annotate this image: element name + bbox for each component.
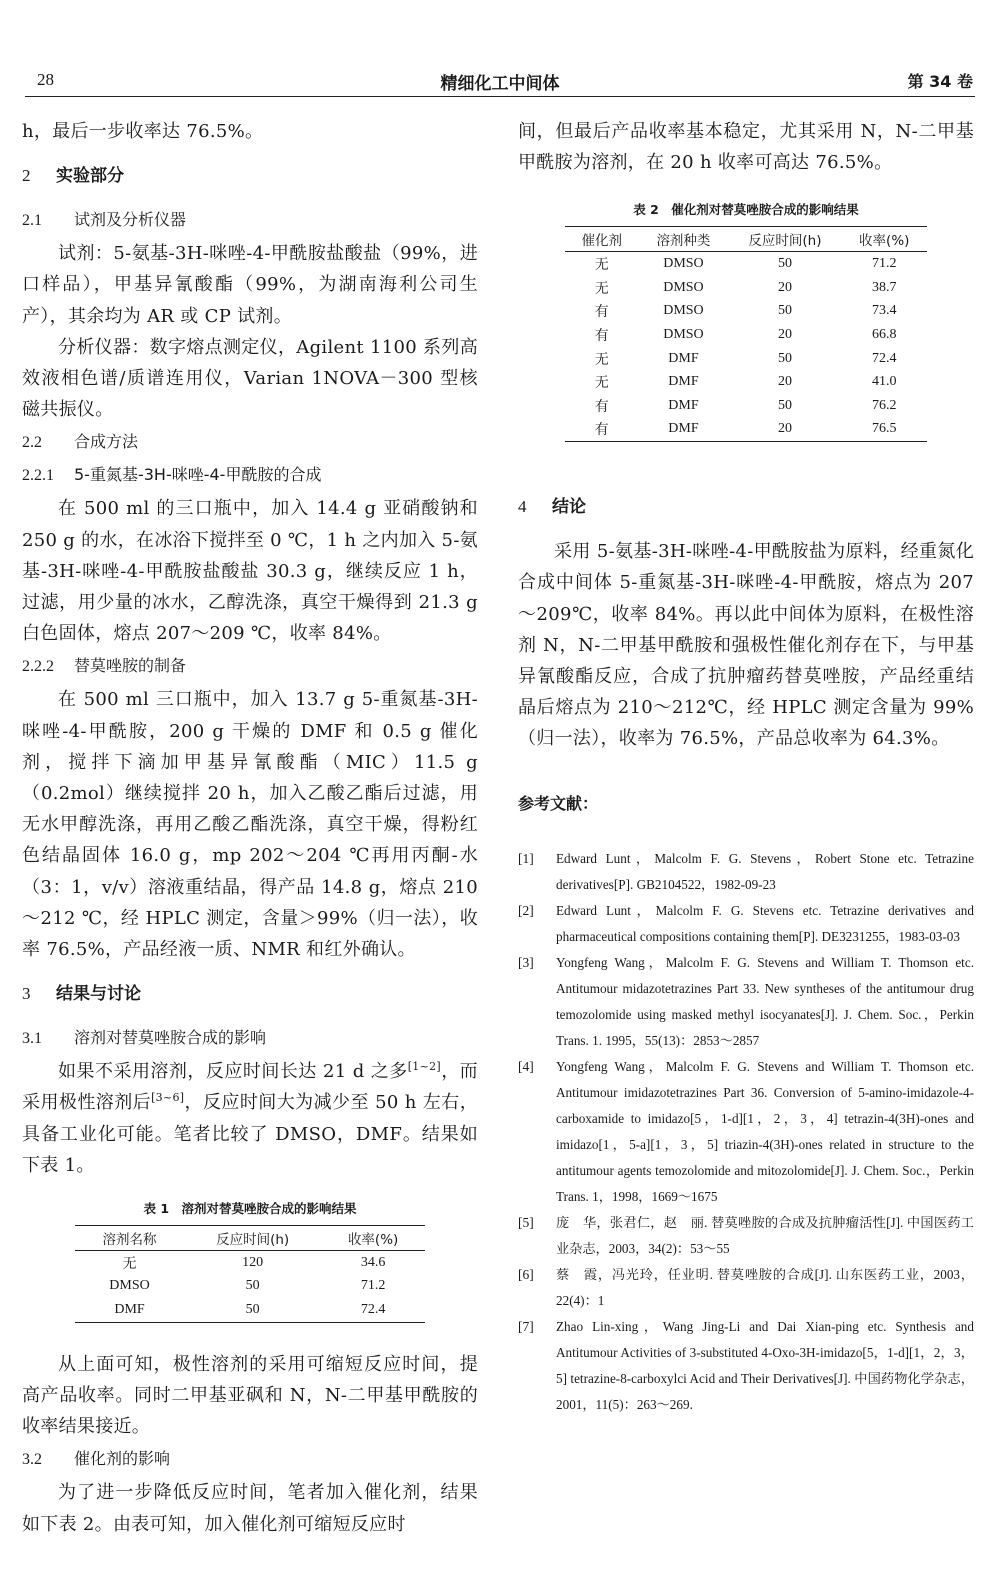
table-cell: DMSO bbox=[663, 279, 704, 295]
table-1-body bbox=[75, 1251, 425, 1323]
table-cell: 66.8 bbox=[871, 326, 897, 342]
table-cell: 有 bbox=[565, 418, 639, 442]
table-header-cell: 收率(%) bbox=[321, 1226, 425, 1251]
volume-label: 第 34 卷 bbox=[907, 72, 973, 91]
table-cell: 72.4 bbox=[321, 1298, 425, 1322]
reference-text: Edward Lunt，Malcolm F. G. Stevens，Robert Stone etc. Tetrazine derivatives[P]. GB2104522，1982-09-23 bbox=[556, 850, 974, 892]
table-row bbox=[75, 1298, 425, 1322]
table-2-body bbox=[565, 252, 927, 442]
table-cell: 34.6 bbox=[360, 1254, 386, 1270]
table-cell: 20 bbox=[728, 418, 841, 442]
left-column bbox=[22, 116, 478, 1540]
table-cell: 50 bbox=[184, 1298, 321, 1322]
table-cell: 50 bbox=[777, 397, 792, 413]
table-cell: DMF bbox=[639, 418, 729, 442]
table-header-cell: 溶剂名称 bbox=[75, 1226, 184, 1251]
paragraph-reagents: 试剂：5-氨基-3H-咪唑-4-甲酰胺盐酸盐（99%，进口样品），甲基异氰酸酯（99%，为湖南海利公司生产），其余均为 AR 或 CP 试剂。 bbox=[22, 243, 478, 327]
reference-number: [2] bbox=[518, 902, 534, 918]
reference-item bbox=[518, 1314, 974, 1418]
table-cell: 有 bbox=[594, 399, 609, 415]
reference-number: [7] bbox=[518, 1318, 534, 1334]
table-cell: DMSO bbox=[663, 303, 704, 319]
paragraph-catalyst-effect: 为了进一步降低反应时间，笔者加入催化剂，结果如下表 2。由表可知，加入催化剂可缩短反应时 bbox=[22, 1482, 478, 1535]
table-cell: 41.0 bbox=[871, 374, 897, 390]
table-cell: 50 bbox=[777, 350, 792, 366]
table-cell: 有 bbox=[594, 328, 609, 344]
table-row bbox=[565, 418, 927, 442]
reference-item bbox=[518, 950, 974, 1054]
table-cell: 120 bbox=[242, 1254, 264, 1270]
table-2 bbox=[565, 226, 927, 442]
table-cell: 76.2 bbox=[871, 397, 897, 413]
table-cell: 无 bbox=[594, 376, 609, 392]
table-cell: 无 bbox=[594, 281, 609, 297]
table-cell: DMF bbox=[668, 397, 699, 413]
table-cell: 20 bbox=[777, 279, 792, 295]
paragraph-instruments: 分析仪器：数字熔点测定仪，Agilent 1100 系列高效液相色谱/质谱连用仪，Varian 1NOVA－300 型核磁共振仪。 bbox=[22, 336, 478, 421]
table-cell: DMF bbox=[668, 374, 699, 390]
table-cell: 无 bbox=[122, 1256, 137, 1272]
table-1 bbox=[75, 1225, 425, 1323]
reference-item bbox=[518, 1054, 974, 1210]
table-header-cell: 溶剂种类 bbox=[639, 227, 729, 252]
table-cell: DMSO bbox=[663, 256, 704, 272]
table-row bbox=[565, 323, 927, 347]
reference-item bbox=[518, 1262, 974, 1314]
reference-number: [5] bbox=[518, 1214, 534, 1230]
table-row bbox=[565, 394, 927, 418]
paragraph-table1-discussion: 从上面可知，极性溶剂的采用可缩短反应时间，提高产品收率。同时二甲基亚砜和 N，N-二甲基甲酰胺的收率结果接近。 bbox=[22, 1353, 478, 1438]
paragraph-solvent-effect: 如果不采用溶剂，反应时间长达 21 d 之多[1~2]，而采用极性溶剂后[3~6]，反应时间大为减少至 50 h 左右，具备工业化可能。笔者比较了 DMSO，DMF。结果如下表 1。 bbox=[22, 1060, 478, 1176]
running-header bbox=[25, 66, 975, 97]
table-cell: 76.5 bbox=[841, 418, 927, 442]
section-4-heading: 4 结论 bbox=[518, 497, 586, 518]
section-2-2-heading: 2.2 合成方法 bbox=[22, 432, 139, 452]
reference-text: Yongfeng Wang，Malcolm F. G. Stevens and William T. Thomson etc. Antitumour imidazotetrazines Part 36. Conversion of 5-amino-imidazole-4- carboxamide to imidazo[5，1-d][1，2，3，4] tetrazin-4(3H)-ones and imidazo[1，5-a][1，3，5] triazin-4(3H)-ones related in structure to the antitumour agents temozolomide and mitozolomide[J]. J. Chem. Soc.，Perkin Trans. 1，1998，1669～1675 bbox=[556, 1058, 974, 1204]
table-cell: DMSO bbox=[109, 1278, 150, 1294]
reference-text: 蔡 霞，冯光玲，任业明. 替莫唑胺的合成[J]. 山东医药工业，2003，22(4)：1 bbox=[556, 1266, 974, 1308]
table-cell: DMSO bbox=[663, 326, 704, 342]
table-cell: 71.2 bbox=[871, 256, 897, 272]
reference-number: [6] bbox=[518, 1266, 534, 1282]
table-row bbox=[565, 252, 927, 276]
section-2-2-1-heading: 2.2.1 5-重氮基-3H-咪唑-4-甲酰胺的合成 bbox=[22, 465, 322, 485]
table-cell: 无 bbox=[594, 258, 609, 274]
reference-text: Yongfeng Wang，Malcolm F. G. Stevens and William T. Thomson etc. Antitumour midazotetrazines Part 33. New syntheses of the antitumour drug temozolomide using masked methyl isocyanates[J]. J. Chem. Soc.，Perkin Trans. 1. 1995，55(13)：2853～2857 bbox=[556, 954, 974, 1048]
paragraph-carryover: h，最后一步收率达 76.5%。 bbox=[22, 121, 264, 142]
table-row bbox=[565, 347, 927, 371]
table-row bbox=[75, 1275, 425, 1299]
paragraph-diazo-synthesis: 在 500 ml 的三口瓶中，加入 14.4 g 亚硝酸钠和 250 g 的水，在冰浴下搅拌至 0 ℃，1 h 之内加入 5-氨基-3H-咪唑-4-甲酰胺盐酸盐 30.3 g，继续反应 1 h，过滤，用少量的冰水，乙醇洗涤，真空干燥得到 21.3 g 白色固体，熔点 207～209 ℃，收率 84%。 bbox=[22, 498, 478, 645]
table-header-cell: 反应时间(h) bbox=[728, 227, 841, 252]
table-cell: 38.7 bbox=[871, 279, 897, 295]
table-cell: 无 bbox=[594, 352, 609, 368]
table-2-caption: 表 2 催化剂对替莫唑胺合成的影响结果 bbox=[633, 202, 859, 218]
table-row bbox=[565, 300, 927, 324]
section-3-2-heading: 3.2 催化剂的影响 bbox=[22, 1449, 171, 1469]
table-cell: 20 bbox=[777, 374, 792, 390]
citation-1-2: [1~2] bbox=[407, 1060, 442, 1074]
table-cell: 50 bbox=[245, 1278, 260, 1294]
reference-item bbox=[518, 846, 974, 898]
reference-number: [4] bbox=[518, 1058, 534, 1074]
reference-number: [3] bbox=[518, 954, 534, 970]
table-header-cell: 反应时间(h) bbox=[184, 1226, 321, 1251]
journal-title: 精细化工中间体 bbox=[440, 74, 560, 94]
references-heading: 参考文献： bbox=[518, 793, 599, 813]
paragraph-catalyst-continued: 间，但最后产品收率基本稳定，尤其采用 N，N-二甲基甲酰胺为溶剂，在 20 h 收率可高达 76.5%。 bbox=[518, 121, 974, 174]
references-list bbox=[518, 846, 974, 1418]
paragraph-conclusion: 采用 5-氨基-3H-咪唑-4-甲酰胺盐为原料，经重氮化合成中间体 5-重氮基-3H-咪唑-4-甲酰胺，熔点为 207～209℃，收率 84%。再以此中间体为原料，在极性溶剂 N，N-二甲基甲酰胺和强极性催化剂存在下，与甲基异氰酸酯反应，合成了抗肿瘤药替莫唑胺，产品经重结晶后熔点为 210～212℃，经 HPLC 测定含量为 99%（归一法），收率为 76.5%，产品总收率为 64.3%。 bbox=[518, 541, 974, 750]
right-column bbox=[518, 116, 974, 1418]
table-cell: 50 bbox=[777, 303, 792, 319]
citation-3-6: [3~6] bbox=[151, 1091, 185, 1105]
reference-number: [1] bbox=[518, 850, 534, 866]
table-cell: 50 bbox=[777, 256, 792, 272]
reference-item bbox=[518, 1210, 974, 1262]
table-row bbox=[565, 276, 927, 300]
table-row bbox=[565, 370, 927, 394]
table-header-cell: 催化剂 bbox=[565, 227, 639, 252]
section-2-2-2-heading: 2.2.2 替莫唑胺的制备 bbox=[22, 656, 187, 676]
table-1-caption: 表 1 溶剂对替莫唑胺合成的影响结果 bbox=[143, 1201, 357, 1217]
section-3-1-heading: 3.1 溶剂对替莫唑胺合成的影响 bbox=[22, 1028, 267, 1048]
table-row bbox=[75, 1251, 425, 1275]
section-2-1-heading: 2.1 试剂及分析仪器 bbox=[22, 210, 187, 230]
table-header-cell: 收率(%) bbox=[841, 227, 927, 252]
paragraph-temozolomide-prep: 在 500 ml 三口瓶中，加入 13.7 g 5-重氮基-3H-咪唑-4-甲酰胺，200 g 干燥的 DMF 和 0.5 g 催化剂，搅拌下滴加甲基异氰酸酯（MIC）11.5 g（0.2mol）继续搅拌 20 h，加入乙酸乙酯后过滤，用无水甲醇洗涤，再用乙酸乙酯洗涤，真空干燥，得粉红色结晶固体 16.0 g，mp 202～204 ℃再用丙酮-水（3：1，v/v）溶液重结晶，得产品 14.8 g，熔点 210～212 ℃，经 HPLC 测定，含量＞99%（归一法），收率 76.5%，产品经液一质、NMR 和红外确认。 bbox=[22, 689, 478, 961]
section-2-heading: 2 实验部分 bbox=[22, 166, 124, 187]
table-cell: DMF bbox=[75, 1298, 184, 1322]
reference-text: Edward Lunt，Malcolm F. G. Stevens etc. Tetrazine derivatives and pharmaceutical compositions containing them[P]. DE3231255，1983-03-03 bbox=[556, 902, 974, 944]
section-3-heading: 3 结果与讨论 bbox=[22, 984, 141, 1005]
table-cell: 72.4 bbox=[871, 350, 897, 366]
table-cell: 20 bbox=[777, 326, 792, 342]
table-cell: 71.2 bbox=[360, 1278, 386, 1294]
reference-text: 庞 华，张君仁，赵 丽. 替莫唑胺的合成及抗肿瘤活性[J]. 中国医药工业杂志，2003，34(2)：53～55 bbox=[556, 1214, 974, 1256]
reference-item bbox=[518, 898, 974, 950]
reference-text: Zhao Lin-xing，Wang Jing-Li and Dai Xian-ping etc. Synthesis and Antitumour Activities of 3-substituted 4-Oxo-3H-imidazo[5，1-d][1，2，3，5] tetrazine-8-carboxylci Acid and Their Derivatives[J]. 中国药物化学杂志，2001，11(5)：263～269. bbox=[556, 1318, 974, 1412]
table-cell: 73.4 bbox=[871, 303, 897, 319]
table-cell: DMF bbox=[668, 350, 699, 366]
table-cell: 有 bbox=[594, 305, 609, 321]
page-number: 28 bbox=[37, 70, 54, 89]
